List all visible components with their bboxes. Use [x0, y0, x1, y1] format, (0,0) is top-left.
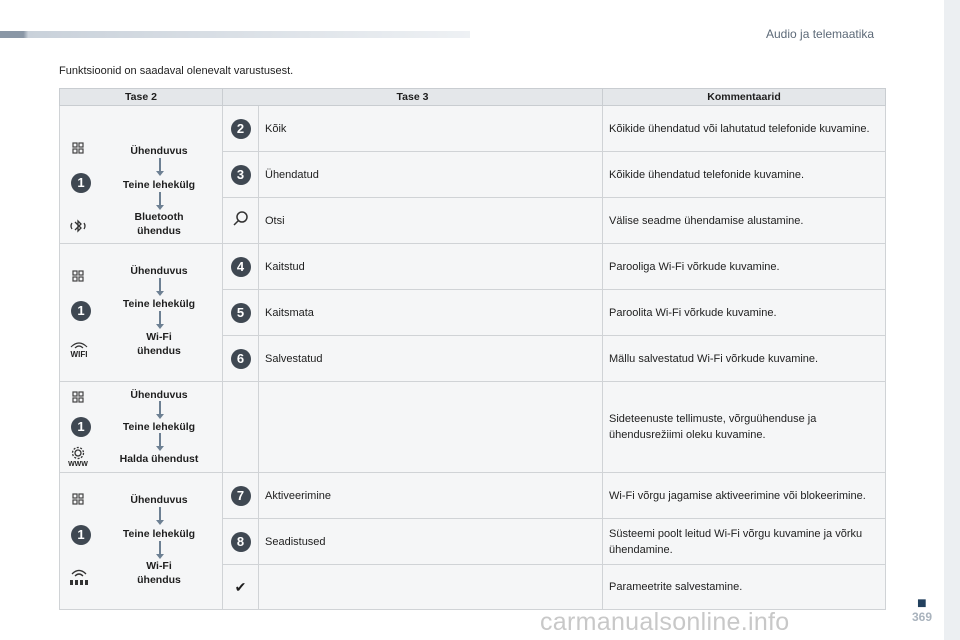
- flow-arrow: [156, 278, 164, 296]
- level3-label: Aktiveerimine: [259, 473, 603, 519]
- www-gear-icon: [66, 446, 90, 470]
- grid-icon: [68, 266, 88, 286]
- table-row: [60, 473, 886, 519]
- flow-label: Teine lehekülg: [122, 179, 196, 191]
- section-title: Audio ja telemaatika: [766, 27, 875, 41]
- comment-cell: Mällu salvestatud Wi-Fi võrkude kuvamine.: [603, 336, 886, 382]
- header-accent-bar: [0, 31, 470, 38]
- table-row: [60, 382, 886, 473]
- comment-cell: Paroolita Wi-Fi võrkude kuvamine.: [603, 290, 886, 336]
- flow-arrow: [156, 192, 164, 210]
- level2-cell-bluetooth: [60, 106, 223, 244]
- table-header-row: [60, 89, 886, 106]
- comment-cell: Parameetrite salvestamine.: [603, 565, 886, 610]
- comment-cell: Välise seadme ühendamise alustamine.: [603, 198, 886, 244]
- flow-label: Wi-Fi ühendus: [137, 331, 181, 357]
- flow-arrow: [156, 507, 164, 525]
- level2-cell-hotspot: [60, 473, 223, 610]
- level3-label: Kaitstud: [259, 244, 603, 290]
- table-row: [60, 106, 886, 152]
- flow-label: Teine lehekülg: [122, 528, 196, 540]
- comment-cell: Wi-Fi võrgu jagamise aktiveerimine või blokeerimine.: [603, 473, 886, 519]
- comment-cell: Kõikide ühendatud või lahutatud telefonide kuvamine.: [603, 106, 886, 152]
- wifi-icon-label: WIFI: [70, 350, 88, 359]
- flow-arrow: [156, 401, 164, 419]
- num-cell: [223, 290, 259, 336]
- step-badge: 6: [231, 349, 251, 369]
- flow-label: Bluetooth ühendus: [134, 211, 184, 237]
- flow-arrow: [156, 158, 164, 176]
- level1-badge: 1: [71, 417, 91, 437]
- level3-label: [259, 565, 603, 610]
- num-cell: [223, 473, 259, 519]
- flow-label: Halda ühendust: [119, 453, 199, 465]
- watermark-text: carmanualsonline.info: [540, 608, 790, 636]
- grid-icon: [68, 138, 88, 158]
- www-icon-label: WWW: [68, 461, 88, 468]
- step-badge: 5: [231, 303, 251, 323]
- grid-icon: [68, 387, 88, 407]
- bluetooth-icon: [68, 216, 88, 236]
- grid-icon: [68, 489, 88, 509]
- num-cell: [223, 198, 259, 244]
- page-marker: ■: [917, 595, 927, 612]
- level2-cell-wifi: [60, 244, 223, 382]
- step-badge: 7: [231, 486, 251, 506]
- step-badge: 4: [231, 257, 251, 277]
- flow-arrow: [156, 433, 164, 451]
- header-level3: Tase 3: [223, 89, 603, 106]
- num-cell: [223, 382, 259, 473]
- flow-label: Ühenduvus: [130, 494, 188, 506]
- level3-label: Kõik: [259, 106, 603, 152]
- header-level2: Tase 2: [60, 89, 223, 106]
- num-cell: [223, 336, 259, 382]
- level3-label: Salvestatud: [259, 336, 603, 382]
- num-cell: [223, 106, 259, 152]
- level3-label: Otsi: [259, 198, 603, 244]
- flow-label: Teine lehekülg: [122, 298, 196, 310]
- table-row: [60, 244, 886, 290]
- level2-cell-manage: [60, 382, 223, 473]
- step-badge: 2: [231, 119, 251, 139]
- comment-cell: Süsteemi poolt leitud Wi-Fi võrgu kuvamine ja võrku ühendamine.: [603, 519, 886, 565]
- level3-label: Seadistused: [259, 519, 603, 565]
- comment-cell: Parooliga Wi-Fi võrkude kuvamine.: [603, 244, 886, 290]
- search-icon: [231, 209, 251, 229]
- step-badge: 8: [231, 532, 251, 552]
- header-comments: Kommentaarid: [603, 89, 886, 106]
- num-cell: [223, 152, 259, 198]
- level3-label: Ühendatud: [259, 152, 603, 198]
- flow-label: Ühenduvus: [130, 145, 188, 157]
- hotspot-icon: [68, 565, 90, 587]
- level3-label: Kaitsmata: [259, 290, 603, 336]
- level3-label: [259, 382, 603, 473]
- comment-cell: Sideteenuste tellimuste, võrguühenduse ja ühendusrežiimi oleku kuvamine.: [603, 382, 886, 473]
- page-number: 369: [912, 610, 933, 624]
- level1-badge: 1: [71, 301, 91, 321]
- comment-cell: Kõikide ühendatud telefonide kuvamine.: [603, 152, 886, 198]
- checkmark-icon: ✔: [234, 578, 247, 595]
- menu-table: [59, 88, 886, 610]
- flow-label: Teine lehekülg: [122, 421, 196, 433]
- flow-label: Wi-Fi ühendus: [137, 560, 181, 586]
- step-badge: 3: [231, 165, 251, 185]
- intro-text: Funktsioonid on saadaval olenevalt varustusest.: [59, 65, 294, 77]
- flow-label: Ühenduvus: [130, 265, 188, 277]
- flow-arrow: [156, 541, 164, 559]
- flow-label: Ühenduvus: [130, 389, 188, 401]
- num-cell: [223, 519, 259, 565]
- level1-badge: 1: [71, 525, 91, 545]
- page-edge-strip: [944, 0, 960, 640]
- num-cell: [223, 244, 259, 290]
- level1-badge: 1: [71, 173, 91, 193]
- flow-arrow: [156, 311, 164, 329]
- wifi-icon: [68, 340, 90, 362]
- num-cell: [223, 565, 259, 610]
